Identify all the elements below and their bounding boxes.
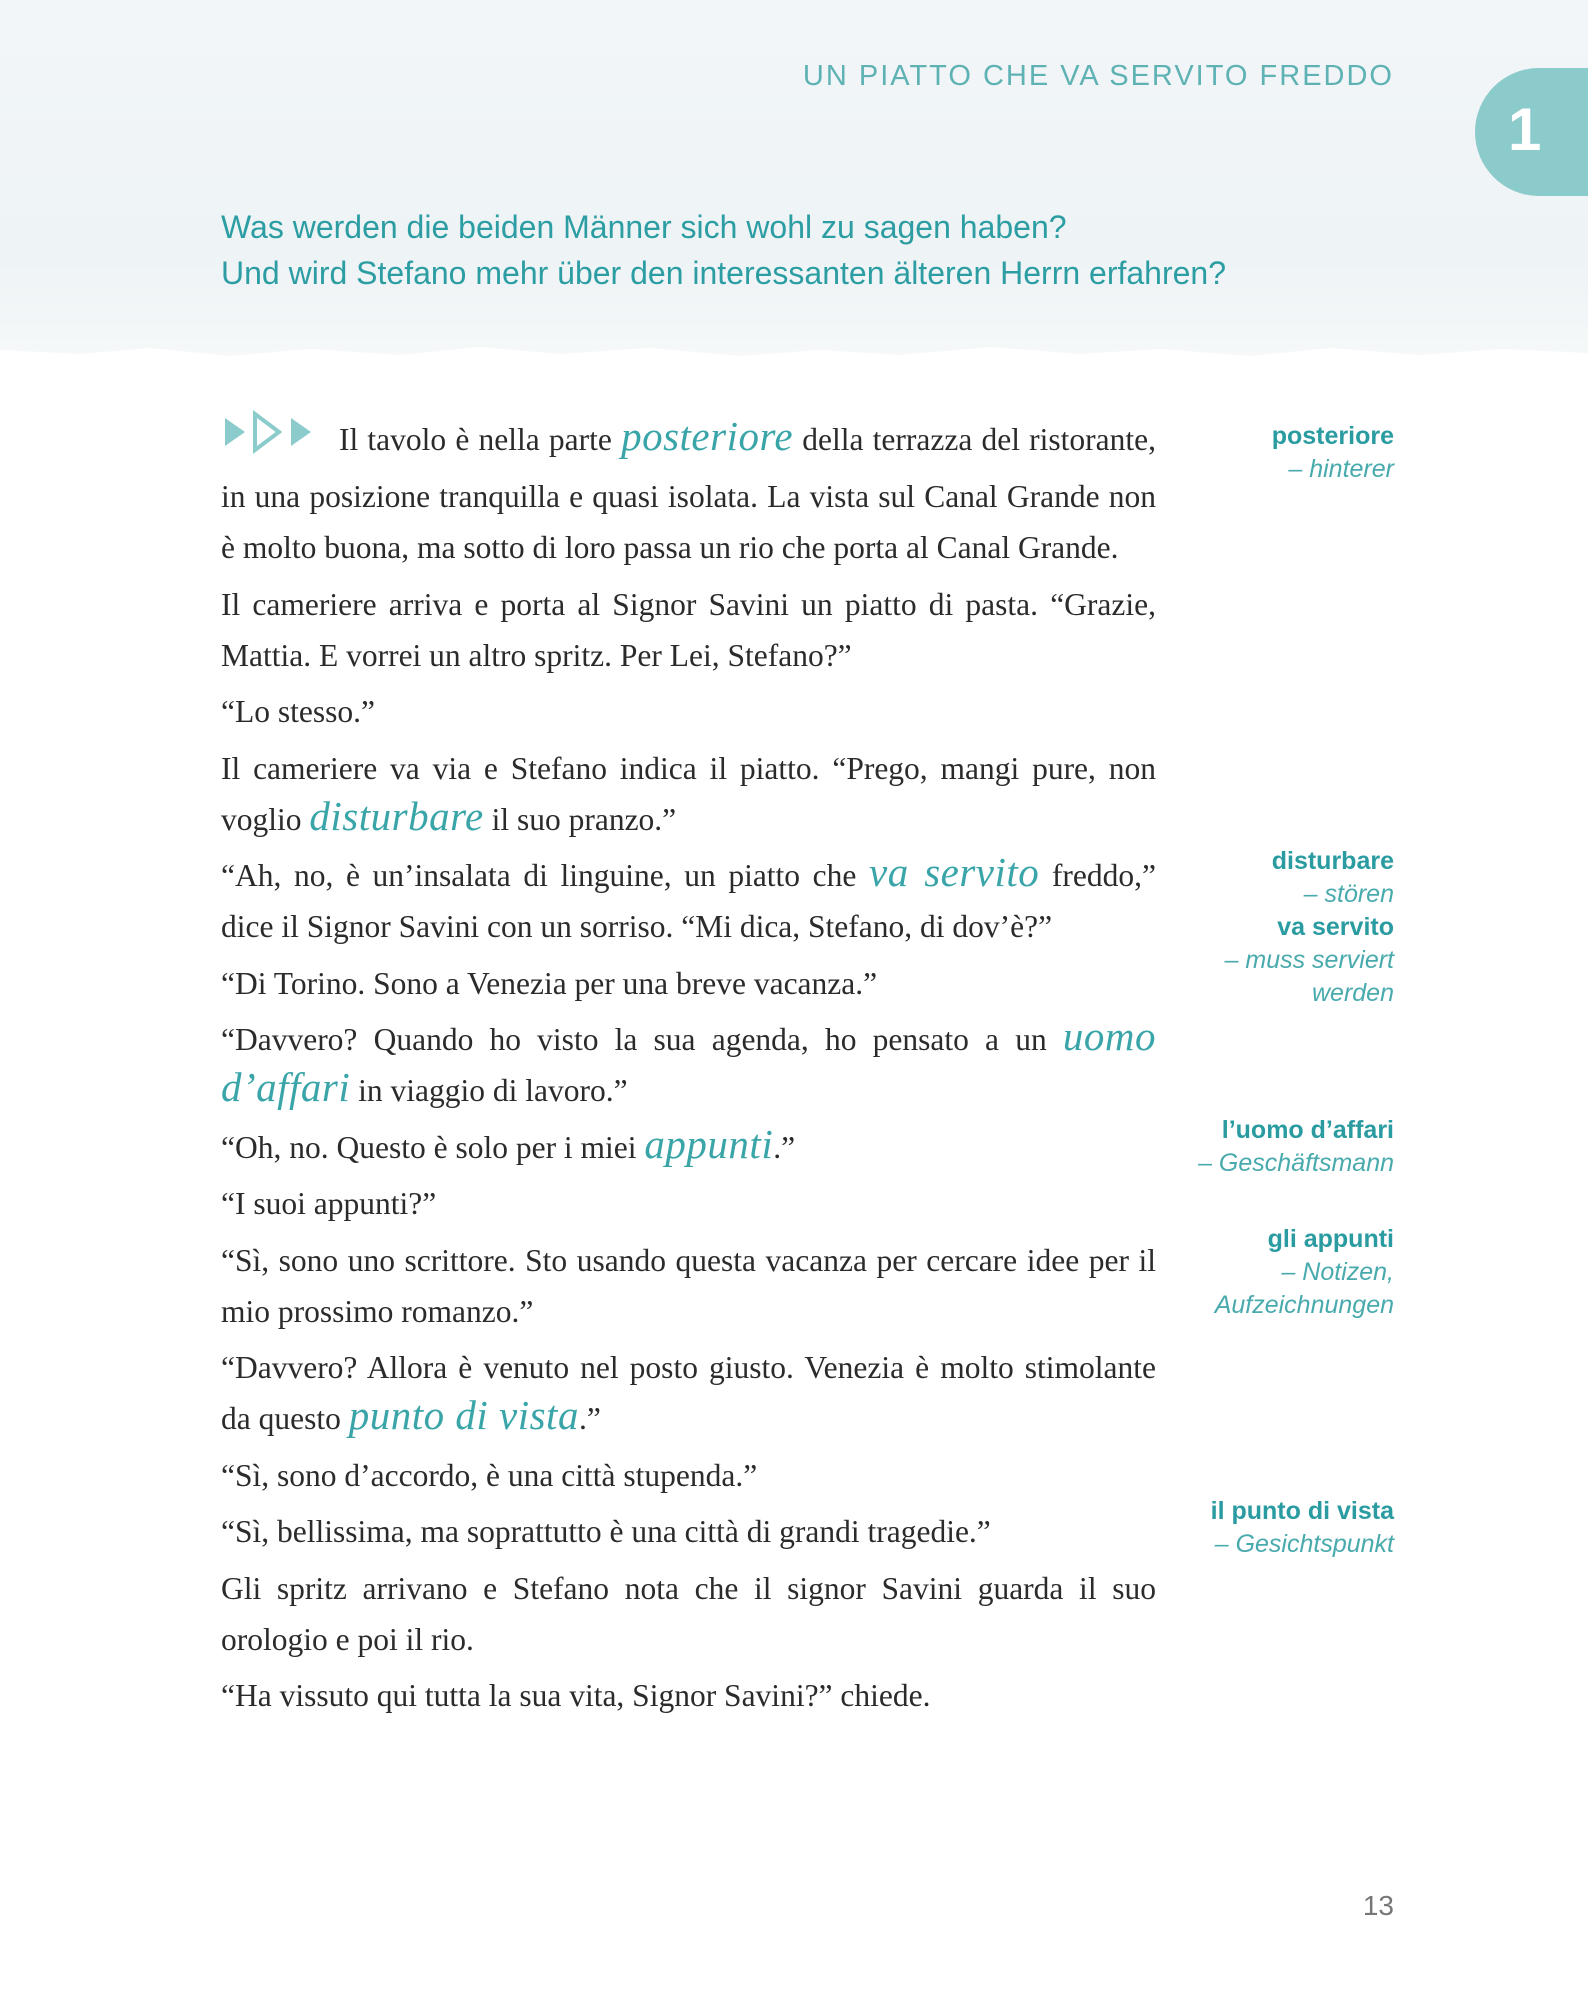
text: Il tavolo è nella parte xyxy=(339,422,622,457)
paragraph-10 xyxy=(221,1235,1156,1337)
glossary-translation: – Geschäftsmann xyxy=(1198,1149,1394,1177)
vocab-word: va servito xyxy=(869,849,1040,895)
text: “Davvero? Quando ho visto la sua agenda, ho pensato a un xyxy=(221,1022,1063,1057)
glossary-entry xyxy=(1154,845,1394,911)
intro-line-1: Was werden die beiden Männer sich wohl zu sagen haben? xyxy=(221,209,1067,245)
paragraph-12 xyxy=(221,1450,1156,1501)
glossary-term: gli appunti xyxy=(1267,1225,1394,1253)
text: “Ha vissuto qui tutta la sua vita, Signor Savini?” chiede. xyxy=(221,1678,931,1713)
chapter-number: 1 xyxy=(1508,96,1542,163)
glossary-term: disturbare xyxy=(1271,847,1394,875)
triangle-arrows-icon xyxy=(221,408,317,471)
paragraph-3 xyxy=(221,686,1156,737)
glossary-translation: werden xyxy=(1312,979,1394,1007)
glossary-term: il punto di vista xyxy=(1210,1497,1394,1525)
text: .” xyxy=(773,1129,796,1165)
text: “Oh, no. Questo è solo per i miei xyxy=(221,1129,645,1165)
glossary-translation: Aufzeichnungen xyxy=(1214,1291,1394,1319)
glossary-term: l’uomo d’affari xyxy=(1221,1116,1394,1144)
glossary-entry xyxy=(1154,911,1394,1010)
header-band xyxy=(0,0,1588,370)
text: .” xyxy=(578,1401,601,1436)
story-text xyxy=(221,408,1156,1727)
paragraph-15 xyxy=(221,1670,1156,1721)
intro-question xyxy=(221,204,1361,296)
paragraph-14 xyxy=(221,1563,1156,1665)
text: “Ah, no, è un’insalata di linguine, un piatto che xyxy=(221,858,870,893)
vocab-word: punto di vista xyxy=(348,1392,579,1438)
text: Il cameriere va via e Stefano indica il piatto. “Prego, mangi pure, non voglio xyxy=(221,750,1156,837)
paragraph-1 xyxy=(221,408,1156,573)
text: Il cameriere arriva e porta al Signor Savini un piatto di pasta. “Grazie, Mattia. E vorrei un altro spritz. Per Lei, Stefano?” xyxy=(221,586,1156,673)
paragraph-8 xyxy=(221,1122,1156,1173)
text: Gli spritz arrivano e Stefano nota che il signor Savini guarda il suo orologio e poi il rio. xyxy=(221,1570,1156,1657)
text: “Di Torino. Sono a Venezia per una breve vacanza.” xyxy=(221,965,878,1001)
text: “I suoi appunti?” xyxy=(221,1186,437,1221)
text: della terrazza del ristorante, in una posizione tranquilla e quasi isolata. La vista sul Canal Grande non è molto buona, ma sotto di loro passa un rio che porta al Canal Grande. xyxy=(221,422,1156,565)
glossary-translation: – stören xyxy=(1303,880,1394,908)
intro-line-2: Und wird Stefano mehr über den interessanten älteren Herrn erfahren? xyxy=(221,255,1227,291)
glossary-term: va servito xyxy=(1277,913,1394,941)
paragraph-7 xyxy=(221,1014,1156,1116)
vocab-word: uomo d’affari xyxy=(221,1013,1156,1110)
glossary-entry xyxy=(1154,1114,1394,1180)
paragraph-13 xyxy=(221,1506,1156,1557)
paragraph-5 xyxy=(221,850,1156,952)
paragraph-6 xyxy=(221,958,1156,1009)
vocab-word: disturbare xyxy=(309,792,484,839)
glossary-translation: – Notizen, xyxy=(1281,1258,1394,1286)
paragraph-4 xyxy=(221,743,1156,845)
text: “Sì, bellissima, ma soprattutto è una città di grandi tragedie.” xyxy=(221,1514,991,1549)
page-number: 13 xyxy=(1362,1890,1394,1921)
glossary-translation: – Gesichtspunkt xyxy=(1214,1530,1394,1558)
glossary-translation: – muss serviert xyxy=(1224,946,1394,974)
glossary-entry xyxy=(1154,1495,1394,1561)
running-title: UN PIATTO CHE VA SERVITO FREDDO xyxy=(802,60,1394,92)
vocab-word: posteriore xyxy=(621,413,794,459)
text: “Sì, sono d’accordo, è una città stupenda.” xyxy=(221,1457,758,1493)
torn-edge xyxy=(0,336,1588,376)
text: il suo pranzo.” xyxy=(483,801,677,837)
glossary-translation: – hinterer xyxy=(1288,455,1394,483)
text: “Sì, sono uno scrittore. Sto usando questa vacanza per cercare idee per il mio prossimo romanzo.” xyxy=(221,1242,1156,1329)
glossary-entry xyxy=(1154,420,1394,486)
glossary-term: posteriore xyxy=(1271,422,1394,450)
text: in viaggio di lavoro.” xyxy=(350,1073,628,1108)
text: “Lo stesso.” xyxy=(221,694,375,729)
vocab-word: appunti xyxy=(644,1120,774,1167)
paragraph-9 xyxy=(221,1178,1156,1229)
paragraph-11 xyxy=(221,1342,1156,1444)
paragraph-2 xyxy=(221,579,1156,681)
glossary-entry xyxy=(1154,1223,1394,1322)
text: “Davvero? Allora è venuto nel posto giusto. Venezia è molto stimolante da questo xyxy=(221,1350,1156,1436)
text: freddo,” dice il Signor Savini con un sorriso. “Mi dica, Stefano, di dov’è?” xyxy=(221,858,1156,944)
